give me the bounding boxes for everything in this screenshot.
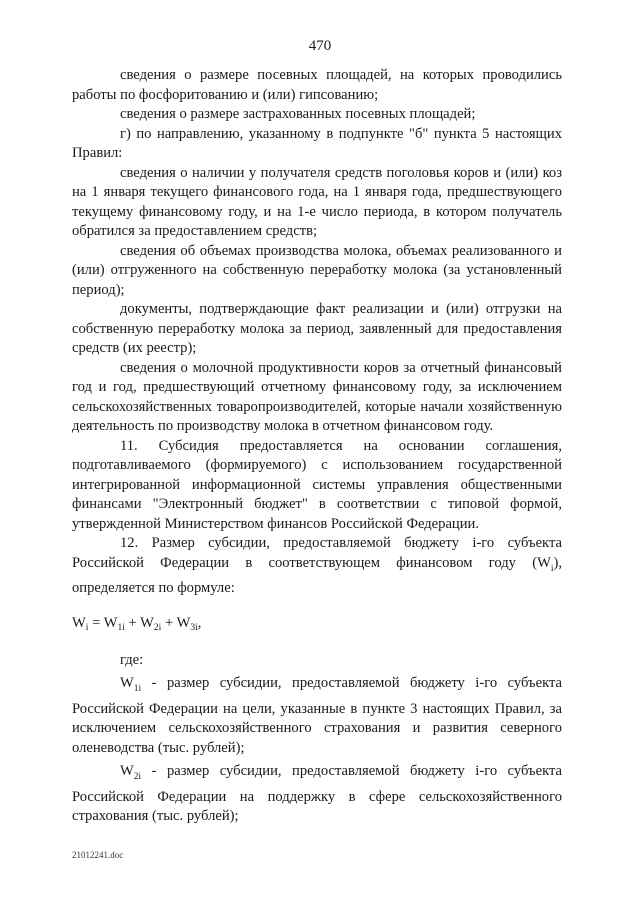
paragraph: сведения о размере посевных площадей, на которых проводились работы по фосфоритованию и (или) гипсованию; bbox=[72, 67, 562, 103]
definition-w2i-symbol: W bbox=[120, 763, 134, 780]
page-number: 470 bbox=[308, 38, 332, 54]
definition-w1i bbox=[72, 674, 562, 758]
document-body bbox=[72, 66, 562, 827]
definition-w2i bbox=[72, 762, 562, 826]
formula-term-1-sub: 1i bbox=[117, 623, 125, 634]
formula-lhs: W bbox=[72, 615, 86, 632]
formula-term-3-sub: 3i bbox=[190, 623, 198, 634]
formula-term-3: W bbox=[176, 615, 191, 632]
paragraph-12-text: 12. Размер субсидии, предоставляемой бюджету i-го субъекта Российской Федерации в соответствующем финансовом году (W bbox=[72, 535, 562, 571]
paragraph: 11. Субсидия предоставляется на основании соглашения, подготавливаемого (формируемого) с использованием государственной интегрированной информационной системы управления общественными финансами "Электронный бюджет" в соответствии с типовой формой, утвержденной Министерством финансов Российской Федерации. bbox=[72, 437, 562, 532]
paragraph-12-tail: ), определяется по формуле: bbox=[72, 554, 562, 596]
paragraph-12 bbox=[72, 534, 562, 598]
formula-term-2: W bbox=[140, 615, 154, 632]
definition-w1i-text: - размер субсидии, предоставляемой бюджету i-го субъекта Российской Федерации на цели, указанные в пункте 3 настоящих Правил, за исключением сельскохозяйственного страхования и развития северного оленеводства (тыс. рублей); bbox=[72, 675, 562, 756]
formula-lhs-sub: i bbox=[85, 623, 89, 634]
definition-w1i-sub: 1i bbox=[133, 684, 142, 695]
formula bbox=[72, 614, 562, 639]
paragraph: сведения об объемах производства молока, объемах реализованного и (или) отгруженного на собственную переработку молока (за установленный период); bbox=[72, 242, 562, 298]
paragraph: сведения о наличии у получателя средств поголовья коров и (или) коз на 1 января текущего финансового года, на 1 января года, предшествующего текущему финансовому году, и на 1-е число периода, в котором получатель обратился за предоставлением средств; bbox=[72, 164, 562, 239]
paragraph-12-subscript: i bbox=[550, 563, 554, 574]
formula-comma: , bbox=[197, 615, 202, 632]
formula-term-1: W bbox=[103, 615, 118, 632]
paragraph: г) по направлению, указанному в подпункте "б" пункта 5 настоящих Правил: bbox=[72, 125, 562, 161]
paragraph: сведения о молочной продуктивности коров за отчетный финансовый год и год, предшествующий отчетному финансовому году, за исключением сельскохозяйственных товаропроизводителей, которые начали хозяйственную деятельность по производству молока в отчетном финансовом году. bbox=[72, 359, 562, 434]
formula-plus-1: + bbox=[124, 615, 141, 632]
footer-filename: 21012241.doc bbox=[72, 850, 124, 860]
where-label: где: bbox=[120, 651, 144, 668]
formula-equals: = bbox=[88, 615, 104, 632]
definition-w1i-symbol: W bbox=[120, 675, 134, 692]
definition-w2i-text: - размер субсидии, предоставляемой бюджету i-го субъекта Российской Федерации на поддержку в сфере сельскохозяйственного страхования (тыс. рублей); bbox=[72, 763, 562, 825]
definition-w2i-sub: 2i bbox=[133, 772, 142, 783]
paragraph: документы, подтверждающие факт реализации и (или) отгрузки на собственную переработку молока за период, заявленный для предоставления средств (их реестр); bbox=[72, 301, 562, 356]
formula-term-2-sub: 2i bbox=[153, 623, 162, 634]
paragraph: сведения о размере застрахованных посевных площадей; bbox=[120, 106, 476, 122]
formula-plus-2: + bbox=[161, 615, 177, 632]
